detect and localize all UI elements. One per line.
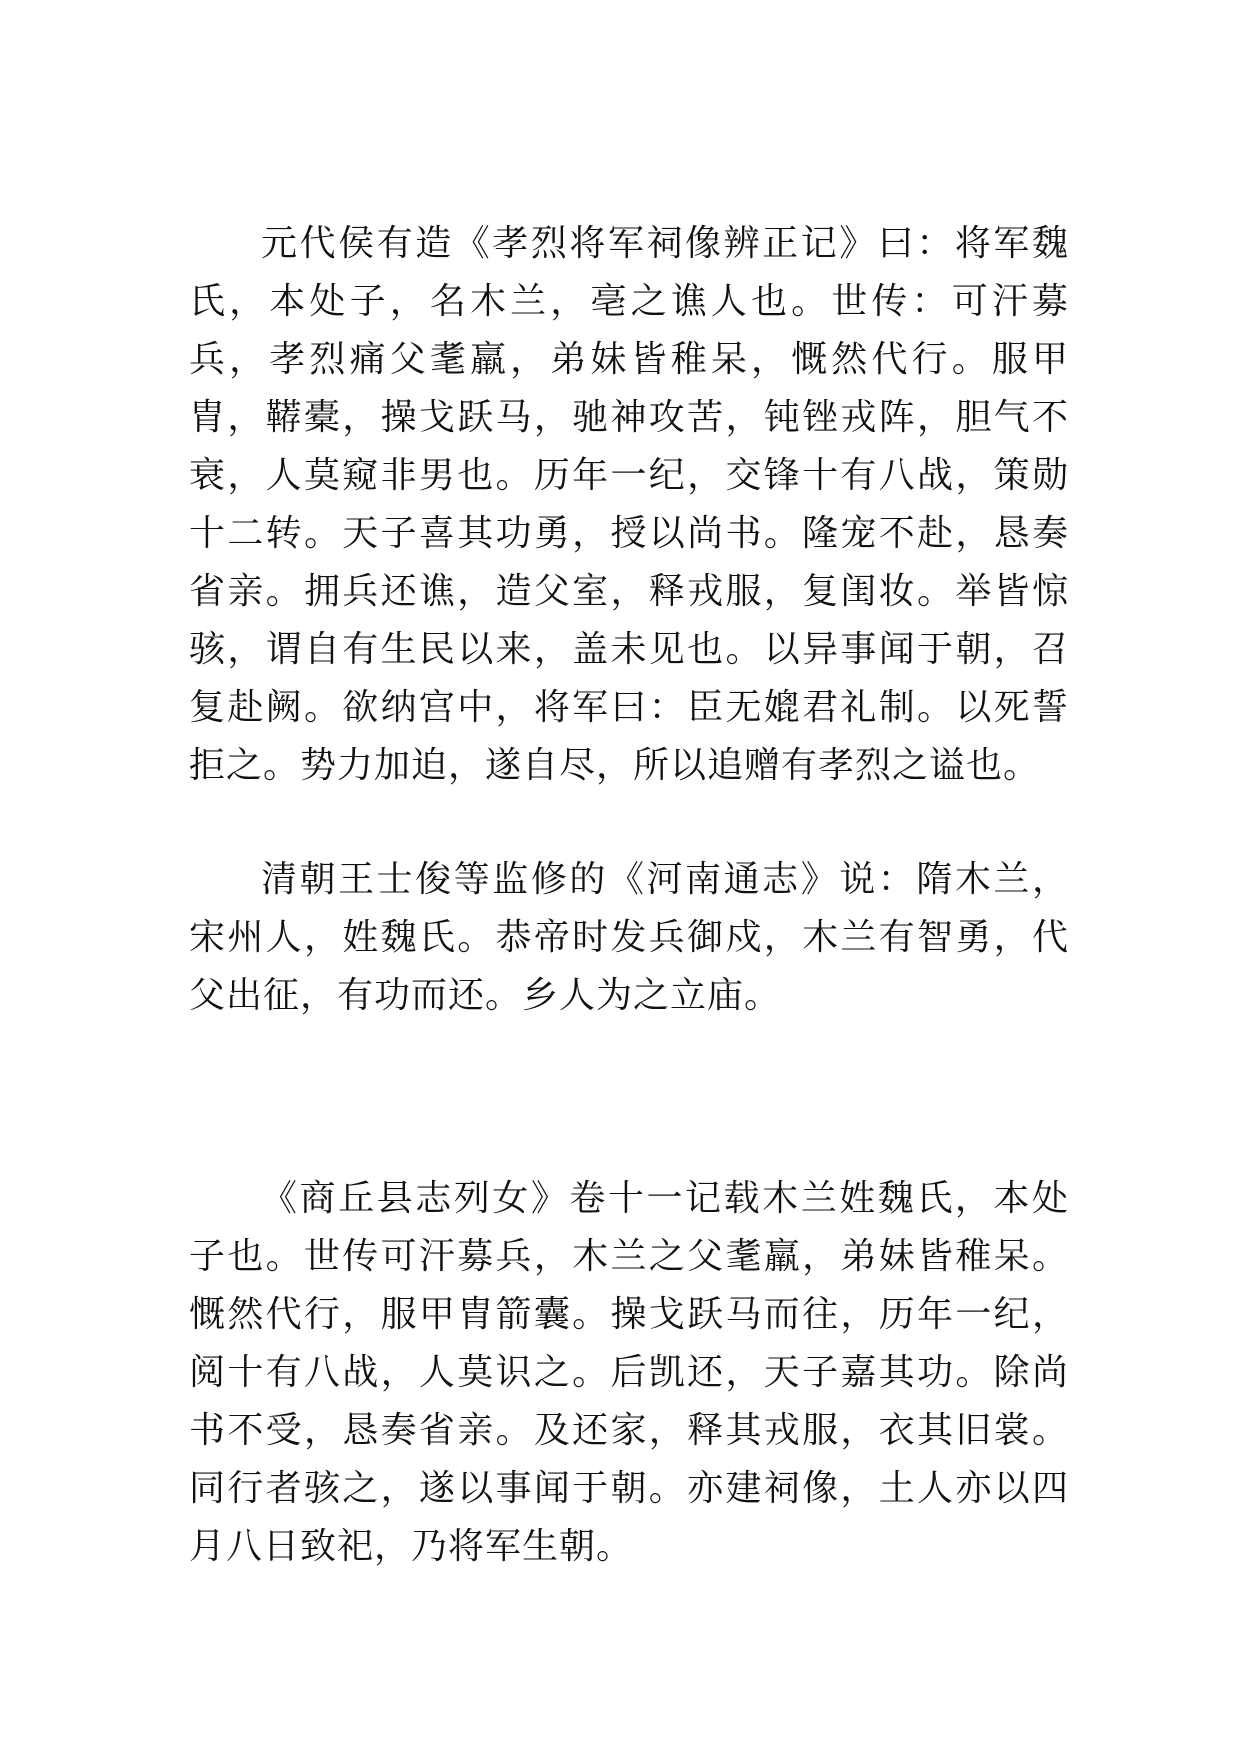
paragraph-henan-tongzhi: 清朝王士俊等监修的《河南通志》说：隋木兰，宋州人，姓魏氏。恭帝时发兵御戍，木兰有智勇，代父出征，有功而还。乡人为之立庙。 bbox=[189, 859, 1069, 1016]
paragraph-xiaolie-jiangjun: 元代侯有造《孝烈将军祠像辨正记》曰：将军魏氏，本处子，名木兰，亳之谯人也。世传：可汗募兵，孝烈痛父耄羸，弟妹皆稚呆，慨然代行。服甲胄，鞯橐，操戈跃马，驰神攻苦，钝锉戎阵，胆气不衰，人莫窥非男也。历年一纪，交锋十有八战，策勋十二转。天子喜其功勇，授以尚书。隆宠不赴，恳奏省亲。拥兵还谯，造父室，释戎服，复闺妆。举皆惊骇，谓自有生民以来，盖未见也。以异事闻于朝，召复赴阙。欲纳宫中，将军曰：臣无媲君礼制。以死誓拒之。势力加迫，遂自尽，所以追赠有孝烈之谥也。 bbox=[189, 223, 1069, 786]
paragraph-shangqiu-xianzhi: 《商丘县志列女》卷十一记载木兰姓魏氏，本处子也。世传可汗募兵，木兰之父耄羸，弟妹皆稚呆。慨然代行，服甲胄箭囊。操戈跃马而往，历年一纪，阅十有八战，人莫识之。后凯还，天子嘉其功。除尚书不受，恳奏省亲。及还家，释其戎服，衣其旧裳。同行者骇之，遂以事闻于朝。亦建祠像，土人亦以四月八日致祀，乃将军生朝。 bbox=[189, 1178, 1069, 1567]
